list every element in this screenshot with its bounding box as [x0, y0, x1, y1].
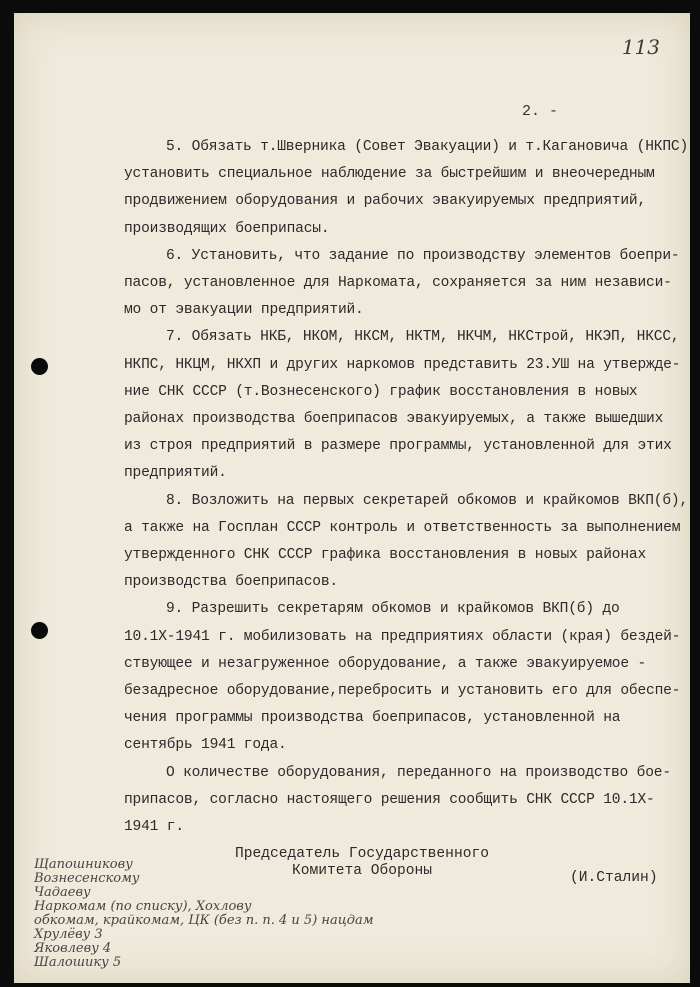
text-line: припасов, согласно настоящего решения сообщить СНК СССР 10.1Х-	[124, 791, 655, 808]
distribution-entry: Хрулёву 3	[34, 927, 103, 942]
text-line: сентябрь 1941 года.	[124, 737, 287, 754]
distribution-entry: обкомам, крайкомам, ЦК (без п. п. 4 и 5) нацдам	[34, 913, 374, 928]
distribution-entry: Чадаеву	[34, 885, 91, 900]
paragraph-8	[124, 488, 689, 597]
archive-page-number: 113	[621, 35, 660, 59]
paragraph-10	[124, 760, 671, 842]
text-line: мо от эвакуации предприятий.	[124, 302, 364, 319]
text-line: пасов, установленное для Наркомата, сохраняется за ним независи-	[124, 275, 672, 292]
paragraph-6	[124, 243, 680, 325]
binder-hole-top	[31, 358, 48, 375]
text-line: 5. Обязать т.Шверника (Совет Эвакуации) и т.Кагановича (НКПС)	[166, 139, 689, 155]
text-line: чения программы производства боеприпасов, установленной на	[124, 710, 621, 727]
text-line: производства боеприпасов.	[124, 574, 338, 591]
text-line: 9. Разрешить секретарям обкомов и крайкомов ВКП(б) до	[166, 601, 620, 618]
text-line: производящих боеприпасы.	[124, 220, 330, 237]
text-line: ствующее и незагруженное оборудование, а также эвакуируемое -	[124, 655, 647, 672]
handwritten-distribution-list	[34, 858, 434, 970]
text-line: безадресное оборудование,перебросить и установить его для обеспе-	[124, 683, 681, 700]
text-line: предприятий.	[124, 465, 227, 482]
distribution-entry: Яковлеву 4	[34, 941, 112, 956]
paragraph-5	[124, 134, 689, 243]
text-line: утвержденного СНК СССР графика восстановления в новых районах	[124, 547, 647, 564]
text-line: установить специальное наблюдение за быстрейшим и внеочередным	[124, 166, 655, 183]
binder-hole-bottom	[31, 622, 48, 639]
text-line: 8. Возложить на первых секретарей обкомов и крайкомов ВКП(б),	[166, 492, 689, 509]
text-line: из строя предприятий в размере программы, установленной для этих	[124, 438, 672, 455]
page-mark: 2. -	[522, 103, 559, 120]
text-line: 10.1Х-1941 г. мобилизовать на предприятиях области (края) бездей-	[124, 628, 681, 645]
text-line: 6. Установить, что задание по производству элементов боепри-	[166, 247, 680, 264]
paragraph-9	[124, 596, 681, 759]
text-line: НКПС, НКЦМ, НКХП и других наркомов представить 23.УШ на утвержде-	[124, 356, 681, 373]
text-line: О количестве оборудования, переданного на производство боe-	[166, 764, 671, 781]
signature-title-line1: Председатель Государственного	[235, 846, 489, 862]
text-line: 7. Обязать НКБ, НКОМ, НКСМ, НКТМ, НКЧМ, НКСтрой, НКЭП, НКСС,	[166, 329, 680, 346]
distribution-entry: Щапошникову	[34, 857, 133, 872]
signer-name: (И.Сталин)	[570, 870, 658, 886]
document-body	[124, 134, 689, 841]
text-line: 1941 г.	[124, 819, 184, 836]
distribution-entry: Вознесенскому	[34, 871, 140, 886]
distribution-entry: Наркомам (по списку), Хохлову	[34, 899, 252, 914]
text-line: районах производства боеприпасов эвакуируемых, а также вышедших	[124, 411, 664, 428]
text-line: ние СНК СССР (т.Вознесенского) график восстановления в новых	[124, 383, 638, 400]
text-line: продвижением оборудования и рабочих эвакуируемых предприятий,	[124, 193, 647, 210]
paragraph-7	[124, 324, 681, 487]
signature-title-line2: Комитета Обороны	[291, 863, 433, 879]
text-line: а также на Госплан СССР контроль и ответственность за выполнением	[124, 519, 681, 536]
distribution-entry: Шалошику 5	[34, 955, 122, 970]
